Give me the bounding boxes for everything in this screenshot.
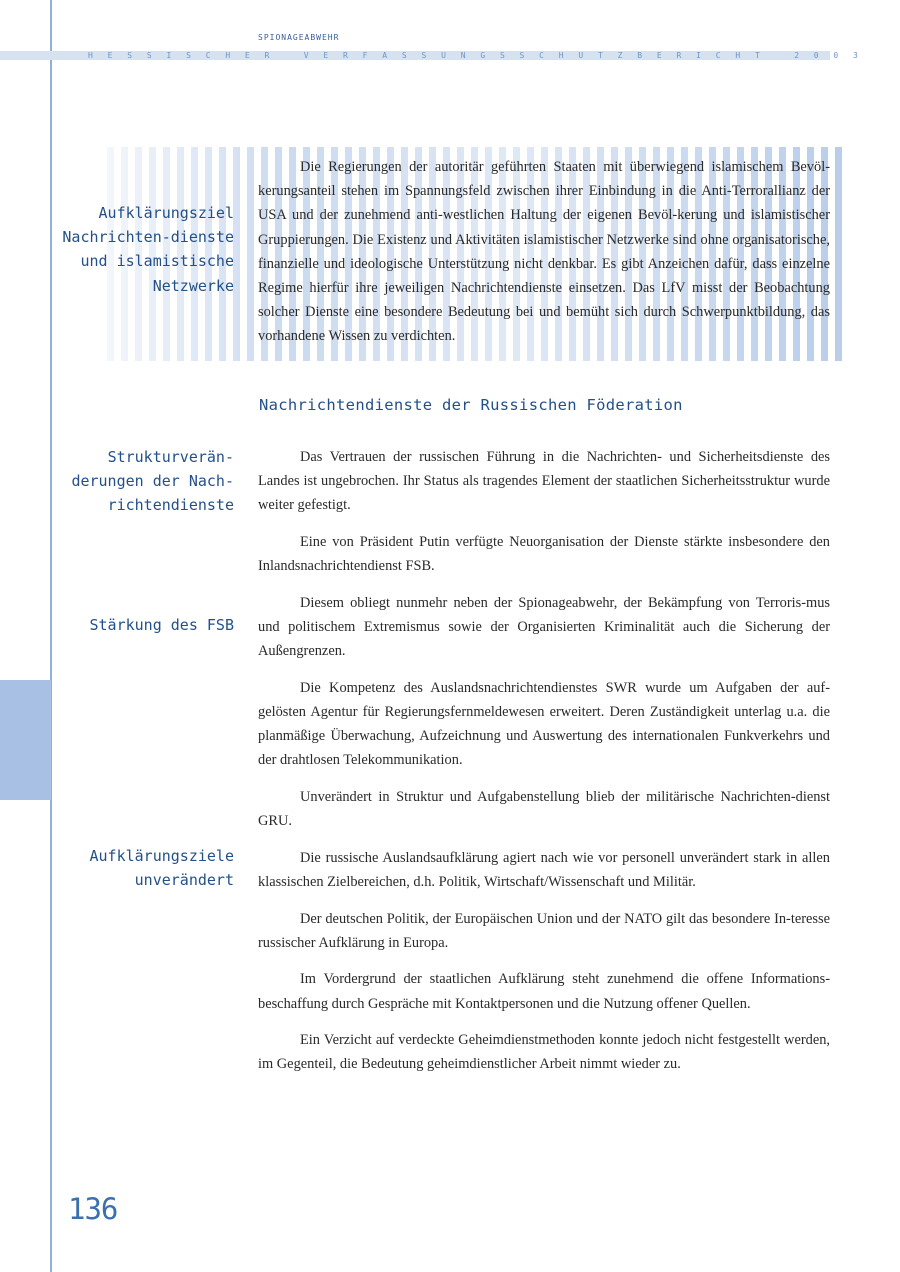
paragraph: Ein Verzicht auf verdeckte Geheimdienstmethoden konnte jedoch nicht festgestellt werden, im Gegenteil, die Bedeutung geheimdienstlicher Arbeit nimmt wieder zu. [258, 1032, 830, 1073]
section-title: Nachrichtendienste der Russischen Föderation [259, 396, 683, 414]
page-number: 136 [68, 1192, 118, 1226]
intro-paragraph: Die Regierungen der autoritär geführten Staaten mit überwiegend islamischem Bevöl-kerungsanteil stehen im Spannungsfeld zwischen ihrer Einbindung in die Anti-Terrorallianz der USA und der zunehmend anti-westlichen Haltung der eigenen Bevöl-kerung und islamistischer Gruppierungen. Die Existenz und Aktivitäten islamistischer Netzwerke sind ohne organisatorische, finanzielle und ideologische Unterstützung nicht denkbar. Es gibt Anzeichen dafür, dass einzelne Regime hierfür ihre jeweiligen Nachrichtendienste einsetzen. Das LfV misst der Beobachtung solcher Dienste eine besondere Bedeutung bei und bemüht sich durch Schwerpunktbildung, das vorhandene Wissen zu verdichten. [258, 159, 830, 345]
paragraph: Die russische Auslandsaufklärung agiert nach wie vor personell unverändert stark in allen klassischen Zielbereichen, d.h. Politik, Wirtschaft/Wissenschaft und Militär. [258, 849, 830, 890]
paragraph: Der deutschen Politik, der Europäischen Union und der NATO gilt das besondere In-teresse russischer Aufklärung in Europa. [258, 910, 830, 951]
margin-note-aufklaerungsziele-unveraendert: Aufklärungsziele unverändert [89, 847, 234, 890]
paragraph: Die Kompetenz des Auslandsnachrichtendienstes SWR wurde um Aufgaben der auf-gelösten Agentur für Regierungsfernmeldewesen erweitert. Deren Zuständigkeit unterlag u.a. die planmäßige Überwachung, Aufzeichnung und Auswertung des internationalen Funkverkehrs und der drahtlosen Telekommunikation. [258, 679, 830, 769]
chapter-tab-marker [0, 680, 51, 800]
paragraph: Eine von Präsident Putin verfügte Neuorganisation der Dienste stärkte insbesondere den Inlandsnachrichtendienst FSB. [258, 534, 830, 575]
margin-note-staerkung-fsb: Stärkung des FSB [89, 616, 234, 634]
body-text [258, 445, 830, 1089]
margin-note-strukturveraenderungen: Strukturverän-derungen der Nach-richtendienste [71, 448, 234, 515]
paragraph: Im Vordergrund der staatlichen Aufklärung steht zunehmend die offene Informations-beschaffung durch Gespräche mit Kontaktpersonen und die Nutzung offener Quellen. [258, 971, 830, 1012]
paragraph: Das Vertrauen der russischen Führung in die Nachrichten- und Sicherheitsdienste des Landes ist ungebrochen. Ihr Status als tragendes Element der staatlichen Sicherheitsstruktur wurde weiter gefestigt. [258, 449, 830, 514]
running-head-section: SPIONAGEABWEHR [258, 33, 340, 42]
paragraph: Unverändert in Struktur und Aufgabenstellung blieb der militärische Nachrichten-dienst GRU. [258, 789, 830, 830]
running-head-title: HESSISCHER VERFASSUNGSSCHUTZBERICHT 2003 [88, 51, 873, 60]
margin-note-aufklaerungsziel: Aufklärungsziel Nachrichten-dienste und islamistische Netzwerke [62, 204, 234, 295]
paragraph: Diesem obliegt nunmehr neben der Spionageabwehr, der Bekämpfung von Terroris-mus und politischem Extremismus sowie der Organisierten Kriminalität auch die Sicherung der Außengrenzen. [258, 594, 830, 660]
